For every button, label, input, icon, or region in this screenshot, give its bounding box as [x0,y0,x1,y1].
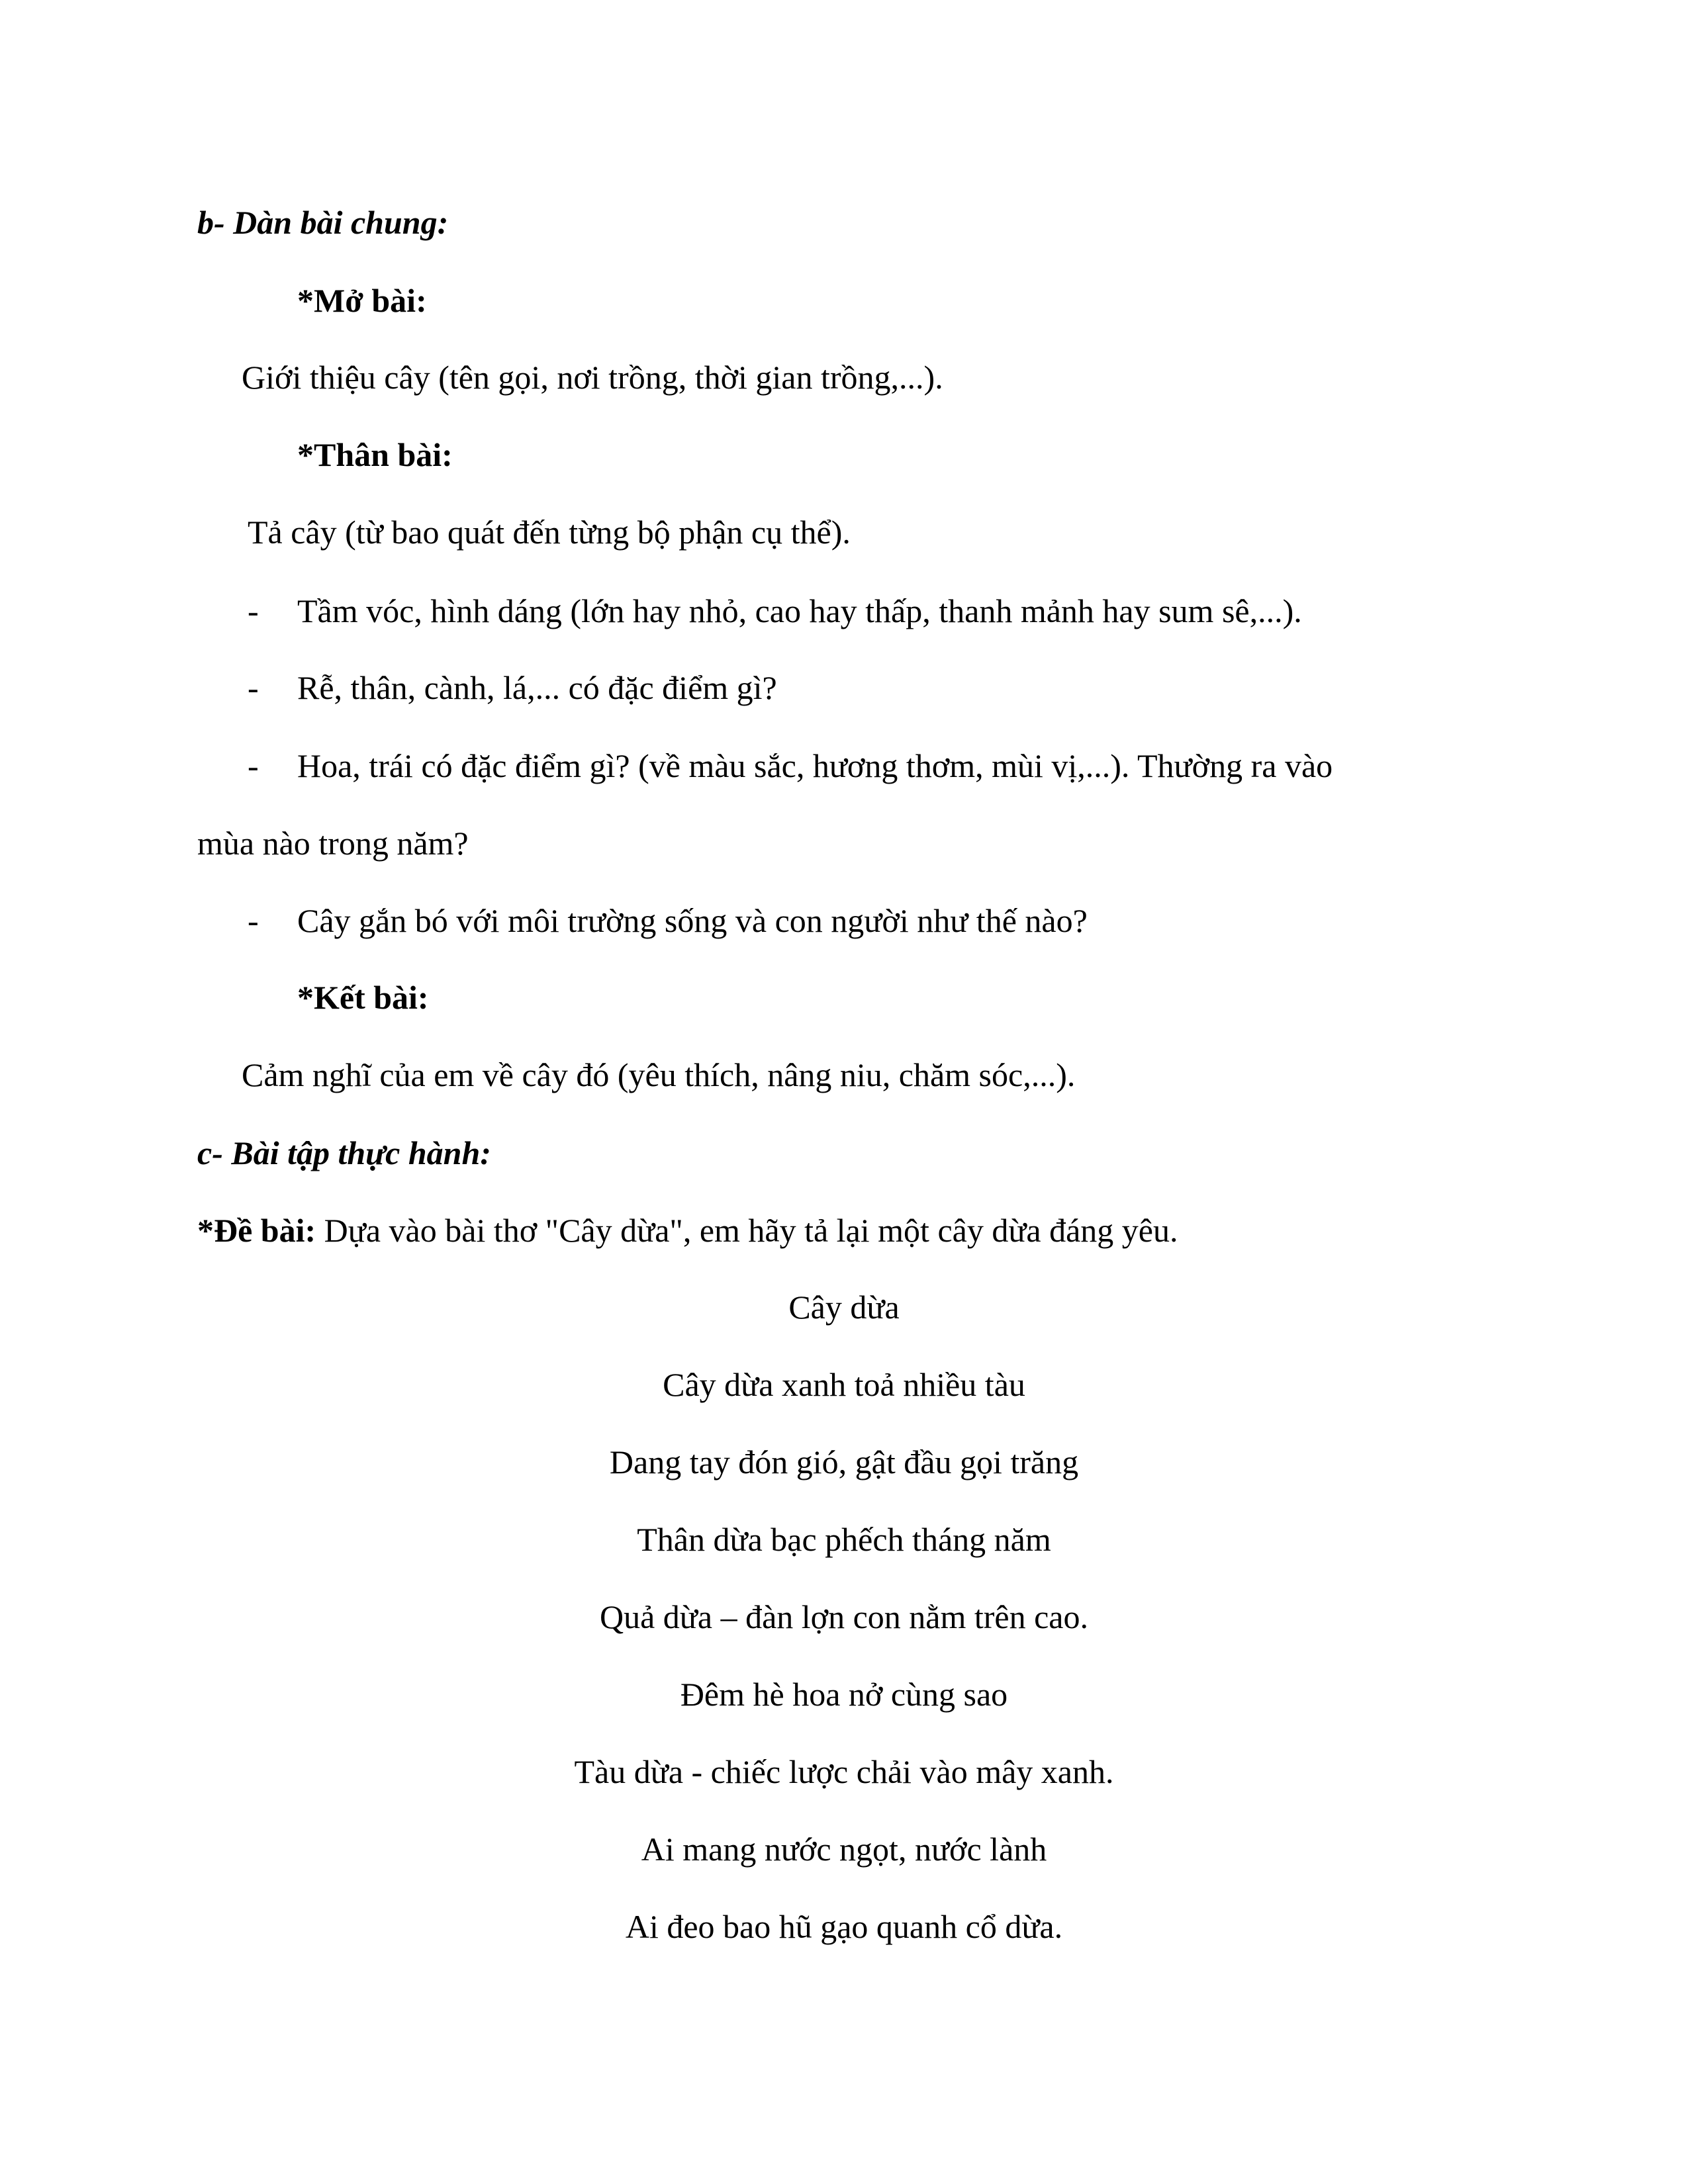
bullet-marker: - [248,669,259,706]
section-b-heading: b- Dàn bài chung: [197,204,449,241]
poem-line: Thân dừa bạc phếch tháng năm [637,1521,1051,1558]
poem-line: Đêm hè hoa nở cùng sao [680,1676,1008,1713]
poem-line: Quả dừa – đàn lợn con nằm trên cao. [599,1598,1088,1635]
intro-text: Giới thiệu cây (tên gọi, nơi trồng, thời gian trồng,...). [242,359,943,396]
section-c-heading: c- Bài tập thực hành: [197,1134,491,1171]
poem-title: Cây dừa [788,1289,900,1326]
poem-line: Dang tay đón gió, gật đầu gọi trăng [609,1443,1079,1480]
prompt [197,1210,1178,1250]
bullet-item: Tầm vóc, hình dáng (lớn hay nhỏ, cao hay thấp, thanh mảnh hay sum sê,...). [297,592,1302,629]
bullet-item: Hoa, trái có đặc điểm gì? (về màu sắc, hương thơm, mùi vị,...). Thường ra vào [297,747,1333,784]
conclusion-text: Cảm nghĩ của em về cây đó (yêu thích, nâng niu, chăm sóc,...). [242,1056,1076,1093]
body-text: Tả cây (từ bao quát đến từng bộ phận cụ thể). [248,514,851,551]
bullet-item: Cây gắn bó với môi trường sống và con người như thế nào? [297,902,1088,939]
bullet-item: Rễ, thân, cành, lá,... có đặc điểm gì? [297,669,777,706]
poem-line: Ai mang nước ngọt, nước lành [641,1831,1047,1868]
poem-line: Tàu dừa - chiếc lược chải vào mây xanh. [574,1753,1114,1790]
bullet-marker: - [248,747,259,784]
poem-line: Cây dừa xanh toả nhiều tàu [663,1366,1025,1403]
body-label: *Thân bài: [297,436,453,473]
conclusion-label: *Kết bài: [297,979,429,1016]
bullet-marker: - [248,902,259,939]
prompt-label: *Đề bài: [197,1212,316,1249]
bullet-marker: - [248,592,259,629]
prompt-text: Dựa vào bài thơ "Cây dừa", em hãy tả lại một cây dừa đáng yêu. [316,1212,1178,1249]
intro-label: *Mở bài: [297,282,427,319]
bullet-continuation: mùa nào trong năm? [197,825,469,862]
poem-line: Ai đeo bao hũ gạo quanh cổ dừa. [625,1908,1063,1945]
